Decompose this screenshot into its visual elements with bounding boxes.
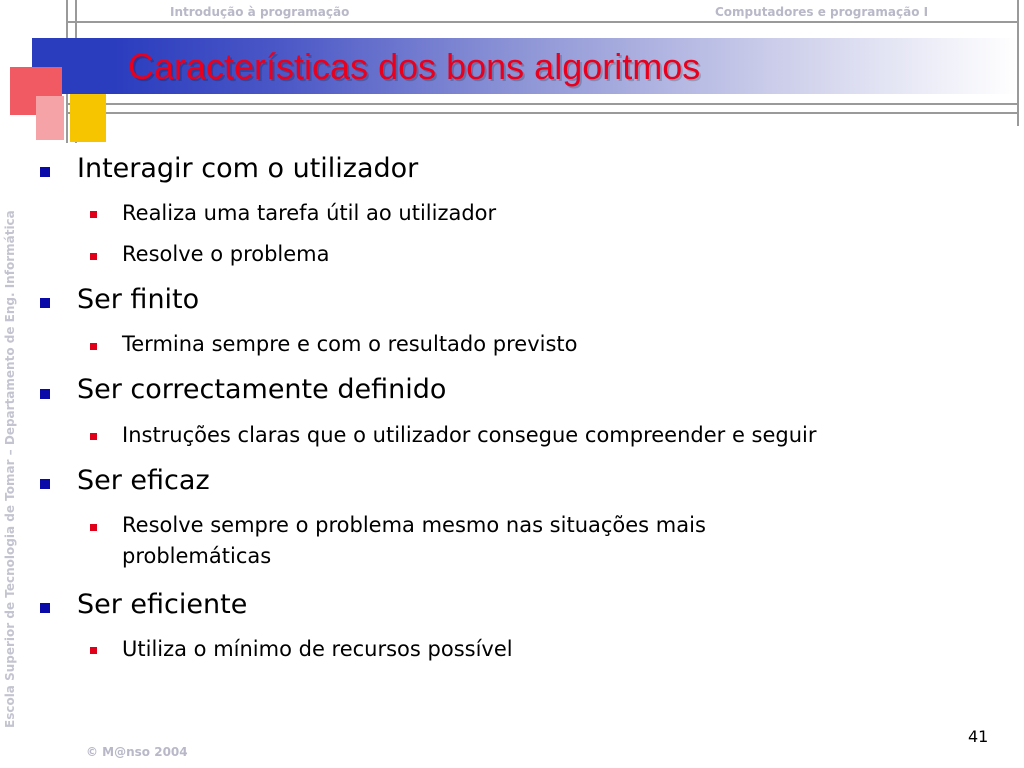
page-number: 41 [968, 727, 989, 746]
institution-side-text: Escola Superior de Tecnologia de Tomar – Departamento de Eng. Informática [3, 210, 17, 728]
bullet-item: Ser correctamente definido [77, 374, 447, 405]
sub-bullet-marker [90, 253, 97, 260]
header-subject: Computadores e programação I [715, 5, 929, 19]
header-course: Introdução à programação [170, 5, 350, 19]
bullet-item: Interagir com o utilizador [77, 153, 419, 184]
bullet-marker [40, 389, 50, 399]
sub-bullet-item: Termina sempre e com o resultado previsto [122, 332, 578, 356]
frame-line-right [1017, 0, 1019, 126]
sub-bullet-item: Resolve sempre o problema mesmo nas situações mais problemáticas [122, 513, 706, 568]
copyright: © M@nso 2004 [86, 745, 188, 759]
sub-bullet-marker [90, 343, 97, 350]
sub-bullet-item: Instruções claras que o utilizador consegue compreender e seguir [122, 423, 817, 447]
sub-bullet-marker [90, 524, 97, 531]
frame-line-under-title-1 [66, 103, 1019, 105]
deco-yellow-block [70, 94, 106, 142]
bullet-marker [40, 298, 50, 308]
sub-bullet-item: Utiliza o mínimo de recursos possível [122, 637, 513, 661]
sub-bullet-item: Realiza uma tarefa útil ao utilizador [122, 201, 497, 225]
frame-line-under-title-2 [66, 112, 1019, 114]
sub-bullet-item: Resolve o problema [122, 242, 330, 266]
bullet-marker [40, 603, 50, 613]
bullet-item: Ser eficaz [77, 465, 210, 496]
sub-bullet-marker [90, 647, 97, 654]
bullet-marker [40, 167, 50, 177]
sub-bullet-marker [90, 433, 97, 440]
bullet-item: Ser finito [77, 284, 200, 315]
bullet-marker [40, 479, 50, 489]
deco-pink-block [36, 96, 64, 140]
bullet-item: Ser eficiente [77, 589, 248, 620]
sub-bullet-marker [90, 211, 97, 218]
frame-line-top [66, 21, 1019, 23]
slide-title: Características dos bons algoritmos [128, 46, 701, 87]
